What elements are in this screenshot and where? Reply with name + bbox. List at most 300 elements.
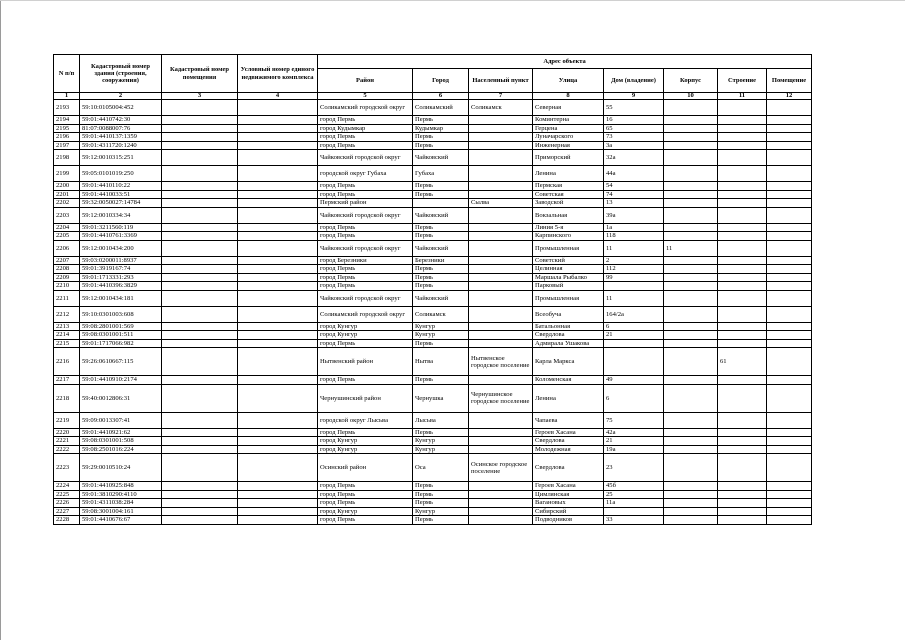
- table-row: [54, 322, 812, 331]
- row-number: 2199: [54, 166, 80, 182]
- room-cadastral-number: [162, 141, 238, 150]
- settlement-cell: [469, 256, 533, 265]
- house-cell: 49: [604, 376, 664, 385]
- settlement-cell: [469, 166, 533, 182]
- building-cell: [718, 384, 767, 412]
- house-cell: 11а: [604, 499, 664, 508]
- column-number: 7: [469, 93, 533, 100]
- column-number: 10: [664, 93, 718, 100]
- header-num: N п/п: [54, 55, 80, 93]
- district-cell: город Кунгур: [318, 507, 413, 516]
- city-cell: Кунгур: [413, 331, 469, 340]
- table-row: [54, 445, 812, 454]
- table-row: [54, 124, 812, 133]
- district-cell: Нытвенский район: [318, 348, 413, 376]
- district-cell: город Пермь: [318, 376, 413, 385]
- street-cell: Чапаева: [533, 412, 604, 428]
- premises-cell: [767, 207, 812, 223]
- row-number: 2228: [54, 516, 80, 525]
- city-cell: Пермь: [413, 339, 469, 348]
- korpus-cell: [664, 256, 718, 265]
- room-cadastral-number: [162, 265, 238, 274]
- settlement-cell: [469, 376, 533, 385]
- street-cell: Целинная: [533, 265, 604, 274]
- settlement-cell: [469, 306, 533, 322]
- city-cell: Пермь: [413, 265, 469, 274]
- street-cell: Пермская: [533, 182, 604, 191]
- house-cell: 39а: [604, 207, 664, 223]
- table-row: [54, 428, 812, 437]
- row-number: 2194: [54, 116, 80, 125]
- table-row: [54, 306, 812, 322]
- settlement-cell: Осинское городское поселение: [469, 454, 533, 482]
- row-number: 2221: [54, 437, 80, 446]
- city-cell: Пермь: [413, 182, 469, 191]
- korpus-cell: [664, 490, 718, 499]
- korpus-cell: [664, 516, 718, 525]
- building-cell: [718, 376, 767, 385]
- city-cell: Пермь: [413, 133, 469, 142]
- district-cell: город Пермь: [318, 490, 413, 499]
- row-number: 2227: [54, 507, 80, 516]
- conditional-number: [238, 124, 318, 133]
- row-number: 2193: [54, 100, 80, 116]
- conditional-number: [238, 384, 318, 412]
- korpus-cell: [664, 507, 718, 516]
- cadastral-number: 59:01:4410676:67: [80, 516, 162, 525]
- district-cell: город Пермь: [318, 516, 413, 525]
- header-city: Город: [413, 69, 469, 93]
- room-cadastral-number: [162, 150, 238, 166]
- house-cell: 65: [604, 124, 664, 133]
- korpus-cell: [664, 207, 718, 223]
- street-cell: Карпинского: [533, 232, 604, 241]
- premises-cell: [767, 348, 812, 376]
- room-cadastral-number: [162, 273, 238, 282]
- room-cadastral-number: [162, 124, 238, 133]
- house-cell: 45б: [604, 482, 664, 491]
- district-cell: город Пермь: [318, 133, 413, 142]
- district-cell: Чайковский городской округ: [318, 240, 413, 256]
- room-cadastral-number: [162, 331, 238, 340]
- premises-cell: [767, 445, 812, 454]
- cadastral-number: 59:03:0200011:8937: [80, 256, 162, 265]
- row-number: 2223: [54, 454, 80, 482]
- settlement-cell: Соликамск: [469, 100, 533, 116]
- house-cell: 23: [604, 454, 664, 482]
- room-cadastral-number: [162, 499, 238, 508]
- house-cell: 2: [604, 256, 664, 265]
- city-cell: Чернушка: [413, 384, 469, 412]
- cadastral-number: 59:12:0010315:251: [80, 150, 162, 166]
- column-number: 2: [80, 93, 162, 100]
- room-cadastral-number: [162, 322, 238, 331]
- district-cell: городской округ Губаха: [318, 166, 413, 182]
- house-cell: 11: [604, 240, 664, 256]
- cadastral-number: 59:10:0105004:452: [80, 100, 162, 116]
- conditional-number: [238, 437, 318, 446]
- city-cell: Пермь: [413, 116, 469, 125]
- settlement-cell: Сылва: [469, 199, 533, 208]
- premises-cell: [767, 223, 812, 232]
- premises-cell: [767, 199, 812, 208]
- building-cell: [718, 166, 767, 182]
- building-cell: [718, 116, 767, 125]
- premises-cell: [767, 490, 812, 499]
- premises-cell: [767, 116, 812, 125]
- row-number: 2198: [54, 150, 80, 166]
- cadastral-number: 59:08:0301001:508: [80, 437, 162, 446]
- premises-cell: [767, 339, 812, 348]
- room-cadastral-number: [162, 339, 238, 348]
- street-cell: Коломенская: [533, 376, 604, 385]
- table-row: [54, 454, 812, 482]
- cadastral-number: 59:01:4311038:284: [80, 499, 162, 508]
- row-number: 2195: [54, 124, 80, 133]
- korpus-cell: [664, 166, 718, 182]
- street-cell: Героев Хасана: [533, 428, 604, 437]
- building-cell: [718, 339, 767, 348]
- header-house: Дом (владение): [604, 69, 664, 93]
- city-cell: Пермь: [413, 282, 469, 291]
- building-cell: [718, 273, 767, 282]
- building-cell: [718, 306, 767, 322]
- conditional-number: [238, 190, 318, 199]
- house-cell: 25: [604, 490, 664, 499]
- house-cell: 99: [604, 273, 664, 282]
- room-cadastral-number: [162, 482, 238, 491]
- premises-cell: [767, 376, 812, 385]
- district-cell: город Пермь: [318, 499, 413, 508]
- building-cell: [718, 428, 767, 437]
- district-cell: город Пермь: [318, 223, 413, 232]
- row-number: 2219: [54, 412, 80, 428]
- conditional-number: [238, 199, 318, 208]
- table-row: [54, 166, 812, 182]
- row-number: 2214: [54, 331, 80, 340]
- street-cell: Всеобуча: [533, 306, 604, 322]
- page-top-edge: [0, 0, 905, 1]
- district-cell: город Кунгур: [318, 445, 413, 454]
- korpus-cell: [664, 290, 718, 306]
- street-cell: Промышленная: [533, 240, 604, 256]
- district-cell: город Пермь: [318, 265, 413, 274]
- house-cell: 16: [604, 116, 664, 125]
- city-cell: Пермь: [413, 428, 469, 437]
- property-register-table: [53, 54, 812, 525]
- cadastral-number: 59:08:2801001:569: [80, 322, 162, 331]
- page-left-edge: [0, 0, 1, 640]
- korpus-cell: [664, 322, 718, 331]
- room-cadastral-number: [162, 133, 238, 142]
- settlement-cell: [469, 133, 533, 142]
- city-cell: Пермь: [413, 490, 469, 499]
- settlement-cell: [469, 516, 533, 525]
- settlement-cell: [469, 223, 533, 232]
- column-number-row: [54, 93, 812, 100]
- city-cell: Нытва: [413, 348, 469, 376]
- district-cell: город Кудымкар: [318, 124, 413, 133]
- district-cell: город Пермь: [318, 282, 413, 291]
- premises-cell: [767, 124, 812, 133]
- korpus-cell: [664, 499, 718, 508]
- room-cadastral-number: [162, 232, 238, 241]
- conditional-number: [238, 376, 318, 385]
- city-cell: Пермь: [413, 232, 469, 241]
- district-cell: городской округ Лысьва: [318, 412, 413, 428]
- room-cadastral-number: [162, 384, 238, 412]
- building-cell: [718, 265, 767, 274]
- house-cell: 73: [604, 133, 664, 142]
- settlement-cell: Нытвенское городское поселение: [469, 348, 533, 376]
- building-cell: [718, 141, 767, 150]
- city-cell: Пермь: [413, 141, 469, 150]
- district-cell: город Кунгур: [318, 437, 413, 446]
- district-cell: Пермский район: [318, 199, 413, 208]
- cadastral-number: 59:01:3810290:4110: [80, 490, 162, 499]
- header-district: Район: [318, 69, 413, 93]
- premises-cell: [767, 166, 812, 182]
- house-cell: 6: [604, 384, 664, 412]
- premises-cell: [767, 182, 812, 191]
- district-cell: Чайковский городской округ: [318, 150, 413, 166]
- settlement-cell: [469, 207, 533, 223]
- header-building: Строение: [718, 69, 767, 93]
- street-cell: Карла Маркса: [533, 348, 604, 376]
- table-row: [54, 273, 812, 282]
- street-cell: Вокзальная: [533, 207, 604, 223]
- room-cadastral-number: [162, 490, 238, 499]
- cadastral-number: 59:10:0301003:608: [80, 306, 162, 322]
- house-cell: 75: [604, 412, 664, 428]
- building-cell: [718, 256, 767, 265]
- building-cell: [718, 240, 767, 256]
- street-cell: Ленина: [533, 384, 604, 412]
- settlement-cell: [469, 331, 533, 340]
- settlement-cell: [469, 141, 533, 150]
- room-cadastral-number: [162, 282, 238, 291]
- room-cadastral-number: [162, 428, 238, 437]
- table-row: [54, 199, 812, 208]
- cadastral-number: 59:29:0010510:24: [80, 454, 162, 482]
- korpus-cell: [664, 376, 718, 385]
- room-cadastral-number: [162, 437, 238, 446]
- room-cadastral-number: [162, 306, 238, 322]
- table-row: [54, 339, 812, 348]
- column-number: 6: [413, 93, 469, 100]
- premises-cell: [767, 100, 812, 116]
- premises-cell: [767, 384, 812, 412]
- table-row: [54, 141, 812, 150]
- row-number: 2204: [54, 223, 80, 232]
- cadastral-number: 59:09:0013307:41: [80, 412, 162, 428]
- city-cell: Оса: [413, 454, 469, 482]
- conditional-number: [238, 240, 318, 256]
- table-row: [54, 482, 812, 491]
- row-number: 2209: [54, 273, 80, 282]
- district-cell: город Пермь: [318, 428, 413, 437]
- korpus-cell: [664, 428, 718, 437]
- table-row: [54, 265, 812, 274]
- premises-cell: [767, 273, 812, 282]
- room-cadastral-number: [162, 256, 238, 265]
- header-premises: Помещение: [767, 69, 812, 93]
- building-cell: [718, 290, 767, 306]
- conditional-number: [238, 499, 318, 508]
- conditional-number: [238, 322, 318, 331]
- row-number: 2215: [54, 339, 80, 348]
- header-cadastral-room: Кадастровый номер помещения: [162, 55, 238, 93]
- cadastral-number: 59:01:4410033:51: [80, 190, 162, 199]
- cadastral-number: 59:01:1713331:293: [80, 273, 162, 282]
- premises-cell: [767, 282, 812, 291]
- settlement-cell: [469, 428, 533, 437]
- building-cell: [718, 412, 767, 428]
- settlement-cell: [469, 482, 533, 491]
- city-cell: Лысьва: [413, 412, 469, 428]
- settlement-cell: [469, 116, 533, 125]
- conditional-number: [238, 428, 318, 437]
- room-cadastral-number: [162, 412, 238, 428]
- header-cadastral-building: Кадастровый номер здания (строения, сооружения): [80, 55, 162, 93]
- cadastral-number: 59:12:0010434:200: [80, 240, 162, 256]
- table-row: [54, 331, 812, 340]
- premises-cell: [767, 482, 812, 491]
- building-cell: [718, 499, 767, 508]
- room-cadastral-number: [162, 100, 238, 116]
- row-number: 2205: [54, 232, 80, 241]
- cadastral-number: 59:12:0010434:181: [80, 290, 162, 306]
- conditional-number: [238, 223, 318, 232]
- cadastral-number: 59:01:4410761:3369: [80, 232, 162, 241]
- conditional-number: [238, 232, 318, 241]
- conditional-number: [238, 150, 318, 166]
- conditional-number: [238, 516, 318, 525]
- building-cell: [718, 223, 767, 232]
- district-cell: Соликамский городской округ: [318, 100, 413, 116]
- room-cadastral-number: [162, 199, 238, 208]
- settlement-cell: [469, 150, 533, 166]
- cadastral-number: 59:01:4410396:3829: [80, 282, 162, 291]
- table-row: [54, 507, 812, 516]
- premises-cell: [767, 133, 812, 142]
- column-number: 5: [318, 93, 413, 100]
- street-cell: Свердлова: [533, 331, 604, 340]
- city-cell: Пермь: [413, 499, 469, 508]
- korpus-cell: [664, 482, 718, 491]
- cadastral-number: 59:01:1717066:982: [80, 339, 162, 348]
- premises-cell: [767, 290, 812, 306]
- street-cell: Промышленная: [533, 290, 604, 306]
- city-cell: Чайковский: [413, 207, 469, 223]
- street-cell: Вагановых: [533, 499, 604, 508]
- table-row: [54, 100, 812, 116]
- premises-cell: [767, 232, 812, 241]
- cadastral-number: 59:08:0301001:511: [80, 331, 162, 340]
- row-number: 2211: [54, 290, 80, 306]
- room-cadastral-number: [162, 290, 238, 306]
- street-cell: Герцена: [533, 124, 604, 133]
- settlement-cell: [469, 499, 533, 508]
- row-number: 2197: [54, 141, 80, 150]
- table-row: [54, 133, 812, 142]
- cadastral-number: 59:01:4311720:1240: [80, 141, 162, 150]
- conditional-number: [238, 445, 318, 454]
- street-cell: Линия 5-я: [533, 223, 604, 232]
- premises-cell: [767, 437, 812, 446]
- building-cell: 61: [718, 348, 767, 376]
- conditional-number: [238, 182, 318, 191]
- street-cell: Маршала Рыбалко: [533, 273, 604, 282]
- settlement-cell: [469, 290, 533, 306]
- street-cell: Молодежная: [533, 445, 604, 454]
- house-cell: 3а: [604, 141, 664, 150]
- city-cell: Березники: [413, 256, 469, 265]
- header-address: Адрес объекта: [318, 55, 812, 69]
- table-row: [54, 190, 812, 199]
- house-cell: 1а: [604, 223, 664, 232]
- street-cell: Северная: [533, 100, 604, 116]
- premises-cell: [767, 256, 812, 265]
- cadastral-number: 59:40:0012806:31: [80, 384, 162, 412]
- settlement-cell: [469, 490, 533, 499]
- column-number: 11: [718, 93, 767, 100]
- cadastral-number: 59:01:4410110:22: [80, 182, 162, 191]
- house-cell: 118: [604, 232, 664, 241]
- settlement-cell: [469, 437, 533, 446]
- column-number: 12: [767, 93, 812, 100]
- cadastral-number: 59:08:2501016:224: [80, 445, 162, 454]
- settlement-cell: [469, 282, 533, 291]
- row-number: 2216: [54, 348, 80, 376]
- korpus-cell: [664, 182, 718, 191]
- korpus-cell: [664, 437, 718, 446]
- city-cell: Соликамский: [413, 100, 469, 116]
- korpus-cell: [664, 282, 718, 291]
- house-cell: [604, 282, 664, 291]
- cadastral-number: 59:26:0610667:115: [80, 348, 162, 376]
- settlement-cell: [469, 265, 533, 274]
- conditional-number: [238, 507, 318, 516]
- cadastral-number: 59:01:4410910:2174: [80, 376, 162, 385]
- house-cell: 54: [604, 182, 664, 191]
- table-row: [54, 207, 812, 223]
- row-number: 2222: [54, 445, 80, 454]
- building-cell: [718, 437, 767, 446]
- column-number: 4: [238, 93, 318, 100]
- korpus-cell: [664, 141, 718, 150]
- building-cell: [718, 182, 767, 191]
- settlement-cell: [469, 240, 533, 256]
- korpus-cell: [664, 265, 718, 274]
- room-cadastral-number: [162, 454, 238, 482]
- house-cell: 33: [604, 516, 664, 525]
- room-cadastral-number: [162, 516, 238, 525]
- street-cell: Приморский: [533, 150, 604, 166]
- street-cell: Героев Хасана: [533, 482, 604, 491]
- cadastral-number: 59:12:0010334:34: [80, 207, 162, 223]
- building-cell: [718, 322, 767, 331]
- district-cell: Чайковский городской округ: [318, 207, 413, 223]
- column-number: 9: [604, 93, 664, 100]
- table-row: [54, 490, 812, 499]
- house-cell: 11: [604, 290, 664, 306]
- city-cell: [413, 199, 469, 208]
- street-cell: Цимлянская: [533, 490, 604, 499]
- korpus-cell: [664, 454, 718, 482]
- conditional-number: [238, 256, 318, 265]
- house-cell: 6: [604, 322, 664, 331]
